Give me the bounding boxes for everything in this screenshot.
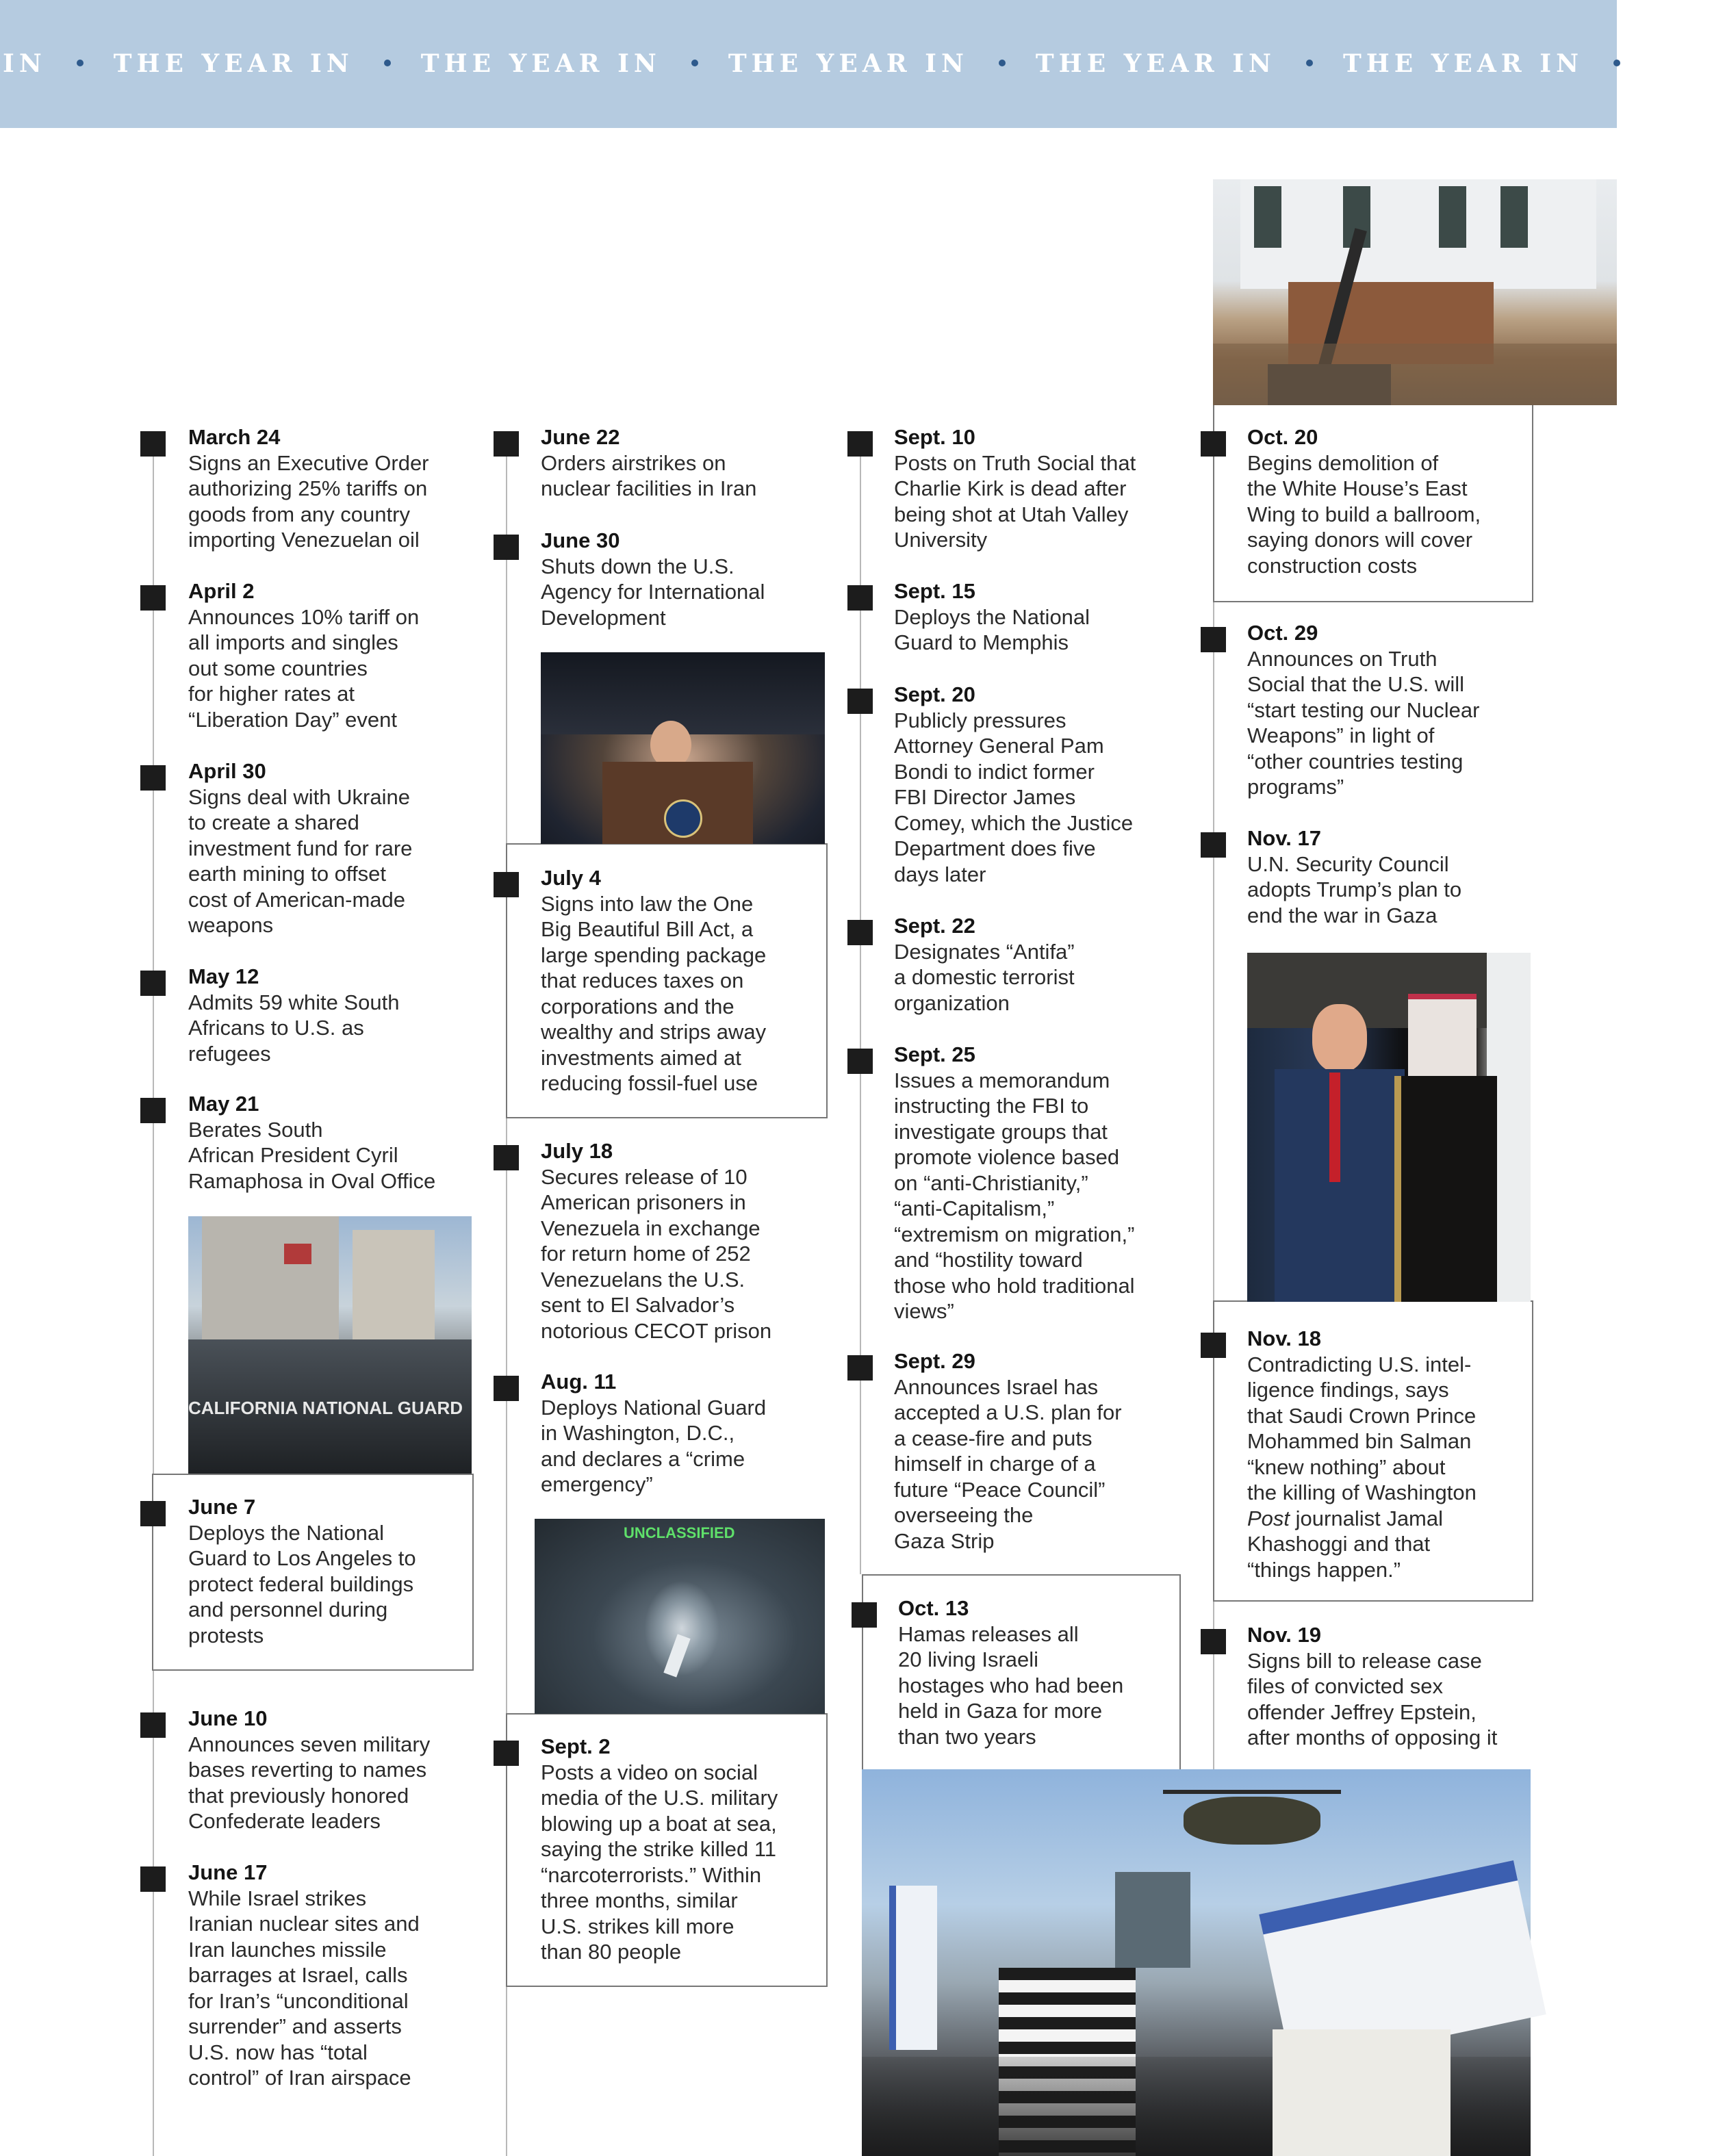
entry-text-line: emergency” [541, 1472, 653, 1496]
entry-text-line: “extremism on migration,” [894, 1222, 1135, 1246]
banner-phrase: THE YEAR IN [1035, 49, 1276, 78]
photo-trump-mbs [1247, 953, 1531, 1302]
timeline-marker-icon [1201, 431, 1226, 457]
timeline-entry [894, 913, 1181, 1016]
timeline-entry [541, 1138, 828, 1344]
entry-text-line: for return home of 252 [541, 1242, 751, 1266]
entry-text-line: promote violence based [894, 1145, 1120, 1169]
timeline-marker-icon [140, 1712, 166, 1738]
timeline-marker-icon [1201, 832, 1226, 858]
entry-text-line: end the war in Gaza [1247, 903, 1438, 927]
banner-dot-icon [691, 60, 698, 66]
entry-text-line: bases reverting to names [188, 1758, 427, 1782]
timeline-entry [541, 528, 828, 630]
entry-text-line: views” [894, 1299, 954, 1323]
banner-fragment-tail: THE [1650, 49, 1725, 78]
entry-text-line: Mohammed bin Salman [1247, 1429, 1472, 1453]
timeline-entry [894, 424, 1181, 553]
timeline-marker-icon [494, 1376, 519, 1401]
entry-text-line: Guard to Los Angeles to [188, 1546, 416, 1570]
entry-text-line: than two years [898, 1724, 1036, 1749]
timeline-marker-icon [852, 1602, 877, 1628]
timeline-marker-icon [494, 872, 519, 897]
timeline-marker-icon [847, 1355, 873, 1381]
banner-dot-icon [77, 60, 84, 66]
entry-text-line: Announces seven military [188, 1732, 431, 1756]
timeline-entry [188, 1091, 476, 1194]
header-banner [0, 0, 1725, 128]
timeline-marker-icon [494, 1741, 519, 1766]
timeline-marker-icon [494, 535, 519, 560]
timeline-entry [188, 424, 476, 553]
entry-text-line: U.N. Security Council [1247, 851, 1449, 876]
entry-text-line: future “Peace Council” [894, 1477, 1106, 1502]
entry-date: Sept. 29 [894, 1349, 975, 1373]
entry-date: Nov. 19 [1247, 1623, 1321, 1647]
timeline-marker-icon [140, 765, 166, 791]
entry-text-line: Announces on Truth [1247, 646, 1438, 671]
entry-date: Sept. 10 [894, 425, 975, 449]
entry-text-line: Designates “Antifa” [894, 939, 1075, 964]
banner-dot-icon [384, 60, 391, 66]
photo-east-wing-demolition [1213, 179, 1617, 405]
timeline-marker-icon [140, 1098, 166, 1123]
entry-text-line: overseeing the [894, 1503, 1034, 1527]
entry-date: Nov. 18 [1247, 1326, 1321, 1350]
entry-text-line: Contradicting U.S. intel- [1247, 1352, 1472, 1376]
entry-text-line: and “hostility toward [894, 1248, 1083, 1272]
banner-dot-icon [1613, 60, 1620, 66]
timeline-entry [894, 578, 1181, 656]
entry-text-line: Development [541, 605, 666, 630]
entry-text-line: construction costs [1247, 553, 1418, 578]
timeline-entry [1247, 620, 1535, 800]
entry-text-line: Orders airstrikes on [541, 450, 726, 475]
entry-text-line: the killing of Washington [1247, 1480, 1477, 1504]
entry-text-line: instructing the FBI to [894, 1094, 1089, 1118]
entry-text-line: to create a shared [188, 810, 359, 834]
entry-text-line: that previously honored [188, 1783, 409, 1808]
timeline-entry [188, 578, 476, 732]
entry-text-line: for Iran’s “unconditional [188, 1988, 409, 2013]
timeline-marker-icon [140, 1501, 166, 1526]
entry-text-line: protests [188, 1623, 264, 1647]
entry-text-line: and declares a “crime [541, 1446, 745, 1471]
entry-text-line: Issues a memorandum [894, 1068, 1110, 1092]
entry-text-line: importing Venezuelan oil [188, 528, 420, 552]
entry-text-line: Khashoggi and that [1247, 1532, 1431, 1556]
entry-date: June 30 [541, 528, 620, 552]
entry-text-line: weapons [188, 913, 274, 937]
entry-text-line: hostages who had been [898, 1673, 1124, 1697]
entry-text-line: a domestic terrorist [894, 965, 1075, 989]
entry-text-line: Weapons” in light of [1247, 723, 1435, 747]
timeline-entry [188, 964, 476, 1066]
entry-text-line: Posts a video on social [541, 1760, 758, 1784]
entry-text-line: Iran launches missile [188, 1937, 387, 1962]
entry-date: Oct. 20 [1247, 425, 1318, 449]
entry-text-line: accepted a U.S. plan for [894, 1400, 1122, 1424]
timeline-entry [541, 1734, 828, 1965]
entry-text-line: “narcoterrorists.” Within [541, 1862, 762, 1887]
entry-text-line [1247, 1506, 1535, 1532]
entry-text-line: Charlie Kirk is dead after [894, 476, 1127, 500]
entry-text-line: out some countries [188, 656, 368, 680]
timeline-entry [541, 865, 828, 1096]
timeline-marker-icon [494, 1145, 519, 1170]
entry-text-line: offender Jeffrey Epstein, [1247, 1699, 1477, 1724]
entry-text-line: large spending package [541, 942, 767, 967]
entry-text-line: being shot at Utah Valley [894, 502, 1129, 526]
entry-text-line: Signs into law the One [541, 891, 754, 916]
entry-text-line: “knew nothing” about [1247, 1454, 1446, 1479]
entry-text-line: University [894, 528, 988, 552]
entry-date: Oct. 29 [1247, 621, 1318, 645]
entry-text-line: Publicly pressures [894, 708, 1066, 732]
timeline-marker-icon [1201, 1629, 1226, 1654]
entry-date: Sept. 20 [894, 682, 975, 706]
entry-text-line: in Washington, D.C., [541, 1421, 735, 1445]
entry-text-line: Confederate leaders [188, 1809, 381, 1833]
entry-text-line: While Israel strikes [188, 1886, 367, 1910]
entry-text-line: earth mining to offset [188, 862, 386, 886]
timeline-entry [1247, 1622, 1535, 1751]
entry-text-line: that Saudi Crown Prince [1247, 1403, 1477, 1428]
entry-text-line: nuclear facilities in Iran [541, 476, 757, 500]
entry-text-line: after months of opposing it [1247, 1725, 1498, 1749]
banner-phrase: THE YEAR IN [420, 49, 661, 78]
entry-text-line: for higher rates at [188, 682, 355, 706]
entry-text-line: Venezuela in exchange [541, 1216, 761, 1240]
entry-text-line: “things happen.” [1247, 1557, 1401, 1582]
entry-text-line: saying the strike killed 11 [541, 1837, 777, 1861]
timeline-entry [894, 1348, 1181, 1554]
timeline-marker-icon [140, 971, 166, 996]
entry-text-line: Iranian nuclear sites and [188, 1912, 420, 1936]
entry-text-line: the White House’s East [1247, 476, 1468, 500]
timeline-marker-icon [494, 431, 519, 457]
timeline-entry [541, 424, 828, 502]
timeline-entry [1247, 1326, 1535, 1582]
entry-italic-word: Post [1247, 1506, 1290, 1530]
timeline-marker-icon [847, 1049, 873, 1074]
entry-text-line: Big Beautiful Bill Act, a [541, 917, 754, 941]
entry-italic-rest: journalist Jamal [1290, 1506, 1444, 1530]
entry-text-line: Social that the U.S. will [1247, 672, 1465, 696]
banner-track [3, 49, 1725, 78]
entry-text-line: Wing to build a ballroom, [1247, 502, 1481, 526]
timeline-line-1 [153, 438, 154, 2156]
entry-text-line: 20 living Israeli [898, 1647, 1039, 1671]
entry-text-line: media of the U.S. military [541, 1786, 778, 1810]
timeline-marker-icon [1201, 627, 1226, 652]
entry-text-line: Gaza Strip [894, 1528, 995, 1553]
entry-date: May 21 [188, 1092, 259, 1116]
entry-text-line: control” of Iran airspace [188, 2066, 411, 2090]
banner-phrase: THE YEAR IN [728, 49, 969, 78]
entry-text-line: himself in charge of a [894, 1452, 1096, 1476]
entry-text-line: organization [894, 990, 1010, 1015]
entry-date: March 24 [188, 425, 281, 449]
entry-text-line: American prisoners in [541, 1190, 746, 1214]
entry-text-line: Ramaphosa in Oval Office [188, 1168, 436, 1193]
timeline-marker-icon [140, 1866, 166, 1892]
timeline-entry [894, 682, 1181, 887]
timeline-entry [188, 1706, 476, 1834]
entry-date: Aug. 11 [541, 1370, 617, 1394]
entry-text-line: “other countries testing [1247, 749, 1464, 773]
entry-text-line: a cease-fire and puts [894, 1426, 1092, 1450]
entry-text-line: barrages at Israel, calls [188, 1963, 408, 1987]
banner-phrase: THE YEAR IN [1342, 49, 1583, 78]
photo-bill-signing [541, 652, 825, 844]
entry-text-line: Africans to U.S. as [188, 1016, 364, 1040]
entry-text-line: held in Gaza for more [898, 1699, 1103, 1723]
entry-text-line: FBI Director James [894, 785, 1076, 809]
entry-text-line: “Liberation Day” event [188, 707, 397, 732]
entry-text-line: Deploys the National [188, 1520, 385, 1545]
entry-text-line: Hamas releases all [898, 1621, 1079, 1646]
entry-text-line: corporations and the [541, 994, 734, 1018]
entry-text-line: investment fund for rare [188, 836, 413, 860]
entry-date: June 22 [541, 425, 620, 449]
timeline-entry [898, 1595, 1186, 1749]
timeline-entry [188, 1494, 476, 1648]
banner-fragment-lead: IN [3, 49, 47, 78]
entry-date: Sept. 22 [894, 914, 975, 938]
entry-text-line: goods from any country [188, 502, 410, 526]
entry-text-line: U.S. now has “total [188, 2040, 368, 2064]
entry-date: July 18 [541, 1139, 613, 1163]
entry-text-line: Secures release of 10 [541, 1164, 748, 1189]
entry-date: Oct. 13 [898, 1596, 969, 1620]
entry-date: Sept. 2 [541, 1734, 611, 1758]
entry-text-line: U.S. strikes kill more [541, 1914, 734, 1938]
entry-text-line: ligence findings, says [1247, 1378, 1449, 1402]
photo-la-shield-text: CALIFORNIA NATIONAL GUARD [188, 1398, 463, 1418]
timeline-marker-icon [847, 585, 873, 611]
banner-phrase: THE YEAR IN [113, 49, 354, 78]
timeline-marker-icon [1201, 1333, 1226, 1358]
timeline-marker-icon [140, 431, 166, 457]
entry-text-line: that reduces taxes on [541, 968, 744, 992]
entry-text-line: Shuts down the U.S. [541, 554, 734, 578]
entry-text-line: on “anti-Christianity,” [894, 1170, 1088, 1195]
photo-boat-strike [535, 1519, 825, 1714]
photo-la-national-guard [188, 1216, 472, 1474]
timeline-marker-icon [847, 689, 873, 714]
entry-text-line: than 80 people [541, 1940, 682, 1964]
entry-text-line: Guard to Memphis [894, 630, 1069, 654]
entry-text-line: Admits 59 white South [188, 990, 400, 1014]
entry-date: Sept. 15 [894, 579, 975, 603]
entry-text-line: Agency for International [541, 580, 765, 604]
timeline-entry [541, 1369, 828, 1498]
timeline-entry [188, 758, 476, 938]
entry-text-line: Announces Israel has [894, 1374, 1099, 1399]
entry-text-line: investigate groups that [894, 1119, 1108, 1144]
entry-text-line: Department does five [894, 836, 1096, 860]
entry-date: April 2 [188, 579, 255, 603]
banner-dot-icon [999, 60, 1006, 66]
entry-text-line: surrender” and asserts [188, 2014, 402, 2038]
timeline-entry [1247, 424, 1535, 578]
entry-text-line: protect federal buildings [188, 1571, 414, 1596]
entry-text-line: Deploys the National [894, 604, 1090, 629]
entry-text-line: Attorney General Pam [894, 734, 1104, 758]
entry-text-line: all imports and singles [188, 630, 398, 654]
entry-text-line: and personnel during [188, 1597, 388, 1621]
entry-text-line: Posts on Truth Social that [894, 450, 1136, 475]
entry-text-line: African President Cyril [188, 1143, 398, 1167]
entry-text-line: Signs bill to release case [1247, 1648, 1482, 1673]
timeline-entry [1247, 825, 1535, 928]
timeline-marker-icon [847, 920, 873, 945]
entry-date: July 4 [541, 866, 601, 890]
entry-text-line: reducing fossil-fuel use [541, 1071, 758, 1095]
entry-text-line: wealthy and strips away [541, 1020, 767, 1044]
entry-text-line: “start testing our Nuclear [1247, 697, 1480, 722]
timeline-entry [894, 1042, 1181, 1324]
photo-boat-label: UNCLASSIFIED [624, 1524, 735, 1541]
entry-text-line: notorious CECOT prison [541, 1318, 772, 1343]
entry-text-line: investments aimed at [541, 1045, 741, 1070]
entry-text-line: programs” [1247, 775, 1344, 799]
entry-text-line: Signs an Executive Order [188, 450, 429, 475]
entry-date: Sept. 25 [894, 1042, 975, 1066]
photo-hostage-release-rally [862, 1769, 1531, 2156]
entry-text-line: Bondi to indict former [894, 759, 1095, 784]
entry-text-line: authorizing 25% tariffs on [188, 476, 428, 500]
timeline-entry [188, 1860, 476, 2091]
entry-text-line: three months, similar [541, 1888, 738, 1912]
entry-text-line: sent to El Salvador’s [541, 1293, 735, 1317]
entry-text-line: blowing up a boat at sea, [541, 1811, 777, 1836]
entry-date: April 30 [188, 759, 266, 783]
entry-text-line: Signs deal with Ukraine [188, 784, 410, 809]
timeline-marker-icon [140, 585, 166, 611]
entry-text-line: refugees [188, 1041, 271, 1066]
entry-text-line: cost of American-made [188, 887, 406, 912]
entry-text-line: “anti-Capitalism,” [894, 1196, 1055, 1220]
banner-dot-icon [1306, 60, 1313, 66]
entry-text-line: days later [894, 862, 986, 886]
entry-text-line: Berates South [188, 1117, 323, 1142]
timeline-marker-icon [847, 431, 873, 457]
entry-text-line: files of convicted sex [1247, 1674, 1444, 1698]
entry-date: Nov. 17 [1247, 826, 1321, 850]
entry-date: June 17 [188, 1860, 268, 1884]
entry-text-line: Announces 10% tariff on [188, 604, 420, 629]
entry-date: June 7 [188, 1495, 256, 1519]
entry-text-line: Venezuelans the U.S. [541, 1267, 745, 1292]
entry-date: May 12 [188, 964, 259, 988]
entry-text-line: Begins demolition of [1247, 450, 1439, 475]
entry-text-line: saying donors will cover [1247, 528, 1473, 552]
entry-text-line: those who hold traditional [894, 1273, 1135, 1298]
entry-text-line: adopts Trump’s plan to [1247, 877, 1462, 901]
entry-date: June 10 [188, 1706, 268, 1730]
entry-text-line: Comey, which the Justice [894, 810, 1134, 835]
entry-text-line: Deploys National Guard [541, 1395, 767, 1420]
